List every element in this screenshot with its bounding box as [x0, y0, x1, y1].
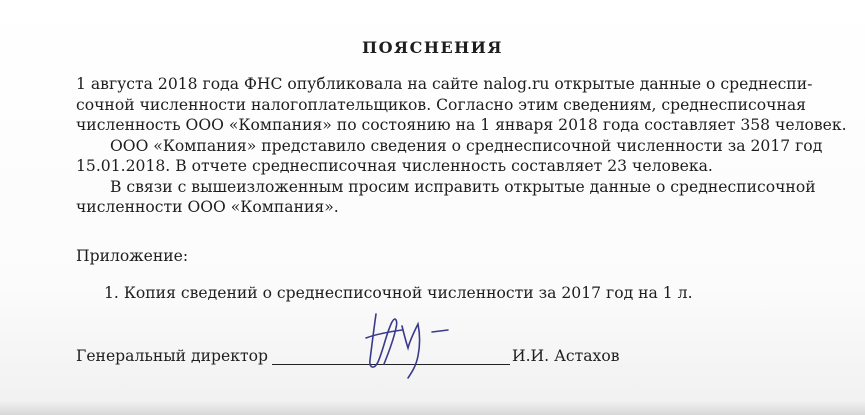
explanation-body [76, 74, 847, 218]
signature-stroke [370, 314, 397, 367]
signature-stroke [366, 330, 402, 338]
attachment-item: 1. Копия сведений о среднесписочной численности за 2017 год на 1 л. [104, 284, 693, 302]
signatory-name: И.И. Астахов [512, 347, 620, 365]
signature-stroke [432, 330, 448, 332]
body-line: численность ООО «Компания» по состоянию на 1 января 2018 года составляет 358 человек. [76, 116, 847, 134]
body-line: 15.01.2018. В отчете среднесписочная численность составляет 23 человека. [76, 157, 713, 175]
document-title: ПОЯСНЕНИЯ [361, 38, 504, 57]
signatory-position: Генеральный директор [76, 347, 268, 365]
attachment-label: Приложение: [76, 247, 189, 265]
body-line: численности ООО «Компания». [76, 198, 339, 216]
signature-stroke [402, 324, 420, 378]
body-line: 1 августа 2018 года ФНС опубликовала на сайте nalog.ru открытые данные о среднеспи- [76, 75, 813, 93]
body-line: сочной численности налогоплательщиков. Согласно этим сведениям, среднесписочная [76, 95, 807, 114]
handwritten-signature [362, 308, 462, 380]
page-bottom-shadow [0, 401, 865, 415]
body-line: ООО «Компания» представило сведения о среднесписочной численности за 2017 год [110, 136, 823, 155]
body-line: В связи с вышеизложенным просим исправить открытые данные о среднесписочной [110, 177, 816, 196]
